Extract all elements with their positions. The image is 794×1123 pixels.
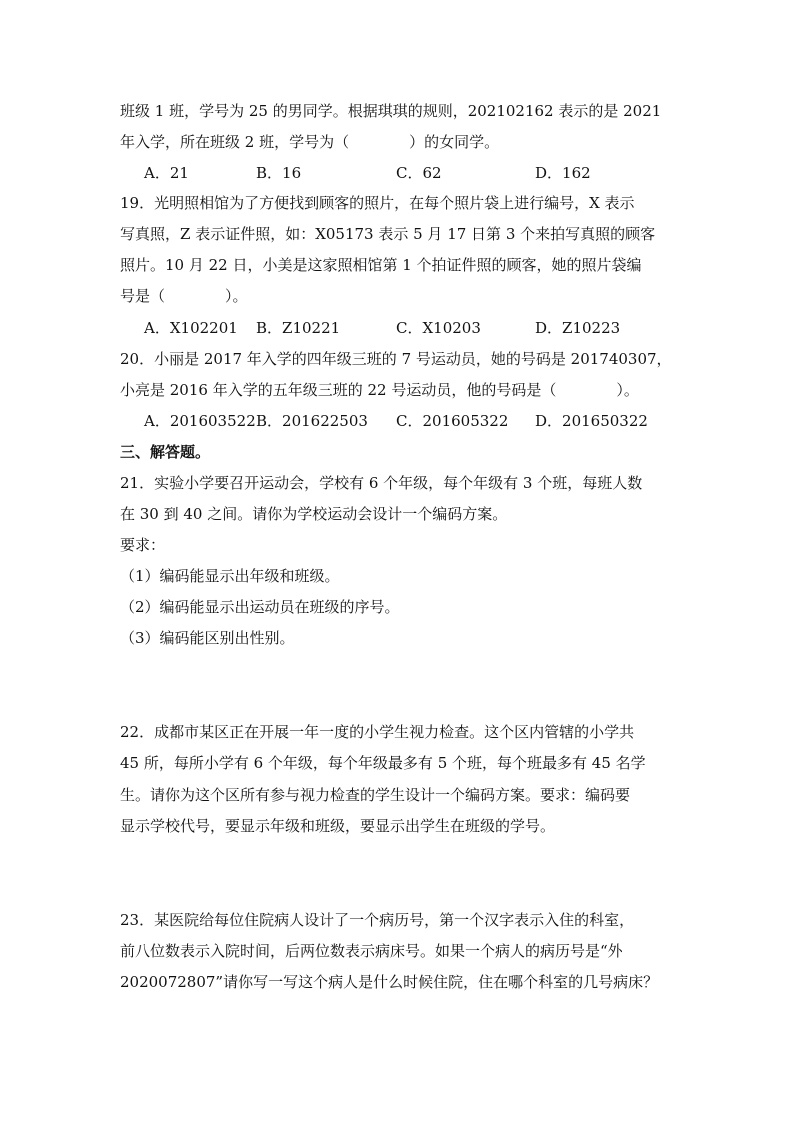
q18-text-line-1: 班级 1 班，学号为 25 的男同学。根据琪琪的规则，202102162 表示的是 2021 — [120, 102, 662, 120]
option-label: C． — [396, 164, 423, 182]
option-label: C． — [396, 319, 423, 337]
option-label: C． — [396, 412, 423, 430]
option-value: 201605322 — [422, 412, 509, 430]
q18-option-c[interactable] — [396, 163, 442, 183]
q21-requirement-2: （2）编码能显示出运动员在班级的序号。 — [120, 598, 400, 616]
q19-text-line-1: 19．光明照相馆为了方便找到顾客的照片，在每个照片袋上进行编号，X 表示 — [120, 194, 635, 212]
q20-option-d[interactable] — [535, 411, 648, 431]
option-value: X102201 — [169, 319, 238, 337]
q20-text-line-2: 小亮是 2016 年入学的五年级三班的 22 号运动员，他的号码是（ ）。 — [120, 381, 639, 399]
q20-text-line-1: 20．小丽是 2017 年入学的四年级三班的 7 号运动员，她的号码是 201740307， — [120, 350, 672, 368]
q22-text-line-1: 22．成都市某区正在开展一年一度的小学生视力检查。这个区内管辖的小学共 — [120, 723, 635, 741]
option-label: D． — [535, 164, 563, 182]
q20-option-a[interactable] — [144, 411, 256, 431]
option-label: B． — [256, 412, 283, 430]
q18-option-d[interactable] — [535, 163, 591, 183]
option-label: A． — [144, 319, 170, 337]
q19-options — [144, 318, 664, 338]
option-label: B． — [256, 164, 283, 182]
q19-text-line-4: 号是（ ）。 — [120, 287, 248, 305]
option-label: B． — [256, 319, 283, 337]
option-value: 21 — [169, 164, 189, 182]
q19-text-line-3: 照片。10 月 22 日，小美是这家照相馆第 1 个拍证件照的顾客，她的照片袋编 — [120, 256, 642, 274]
q23-text-line-3: 2020072807”请你写一写这个病人是什么时候住院，住在哪个科室的几号病床？ — [120, 973, 659, 991]
option-label: D． — [535, 319, 563, 337]
q23-text-line-1: 23．某医院给每位住院病人设计了一个病历号，第一个汉字表示入住的科室， — [120, 911, 635, 929]
option-value: 16 — [282, 164, 302, 182]
option-value: 201622503 — [282, 412, 368, 430]
q18-options — [144, 163, 664, 183]
section-heading: 三、解答题。 — [120, 443, 211, 461]
option-value: 201650322 — [562, 412, 648, 430]
q18-text-line-2: 年入学，所在班级 2 班，学号为（ ）的女同学。 — [120, 133, 500, 151]
q19-option-d[interactable] — [535, 318, 620, 338]
q20-option-c[interactable] — [396, 411, 508, 431]
q19-option-b[interactable] — [256, 318, 340, 338]
option-value: Z10221 — [282, 319, 341, 337]
q19-text-line-2: 写真照，Z 表示证件照，如：X05173 表示 5 月 17 日第 3 个来拍写真照的顾客 — [120, 225, 656, 243]
option-value: Z10223 — [562, 319, 621, 337]
option-label: D． — [535, 412, 563, 430]
option-value: 201603522 — [169, 412, 256, 430]
q23-text-line-2: 前八位数表示入院时间，后两位数表示病床号。如果一个病人的病历号是“外 — [120, 942, 623, 960]
option-value: 62 — [422, 164, 442, 182]
option-value: 162 — [562, 164, 591, 182]
q20-options — [144, 411, 664, 431]
q22-text-line-4: 显示学校代号，要显示年级和班级，要显示出学生在班级的学号。 — [120, 817, 556, 835]
q19-option-c[interactable] — [396, 318, 481, 338]
q20-option-b[interactable] — [256, 411, 368, 431]
q22-text-line-3: 生。请你为这个区所有参与视力检查的学生设计一个编码方案。要求：编码要 — [120, 786, 631, 804]
q21-requirements-label: 要求： — [120, 536, 166, 554]
q18-option-a[interactable] — [144, 163, 189, 183]
q21-text-line-2: 在 30 到 40 之间。请你为学校运动会设计一个编码方案。 — [120, 505, 508, 523]
q18-option-b[interactable] — [256, 163, 301, 183]
q22-text-line-2: 45 所，每所小学有 6 个年级，每个年级最多有 5 个班，每个班最多有 45 名学 — [120, 754, 646, 772]
q21-requirement-3: （3）编码能区别出性别。 — [120, 629, 295, 647]
q19-option-a[interactable] — [144, 318, 238, 338]
option-label: A． — [144, 412, 170, 430]
q21-text-line-1: 21．实验小学要召开运动会，学校有 6 个年级，每个年级有 3 个班，每班人数 — [120, 474, 643, 492]
option-label: A． — [144, 164, 170, 182]
q21-requirement-1: （1）编码能显示出年级和班级。 — [120, 567, 340, 585]
option-value: X10203 — [422, 319, 481, 337]
